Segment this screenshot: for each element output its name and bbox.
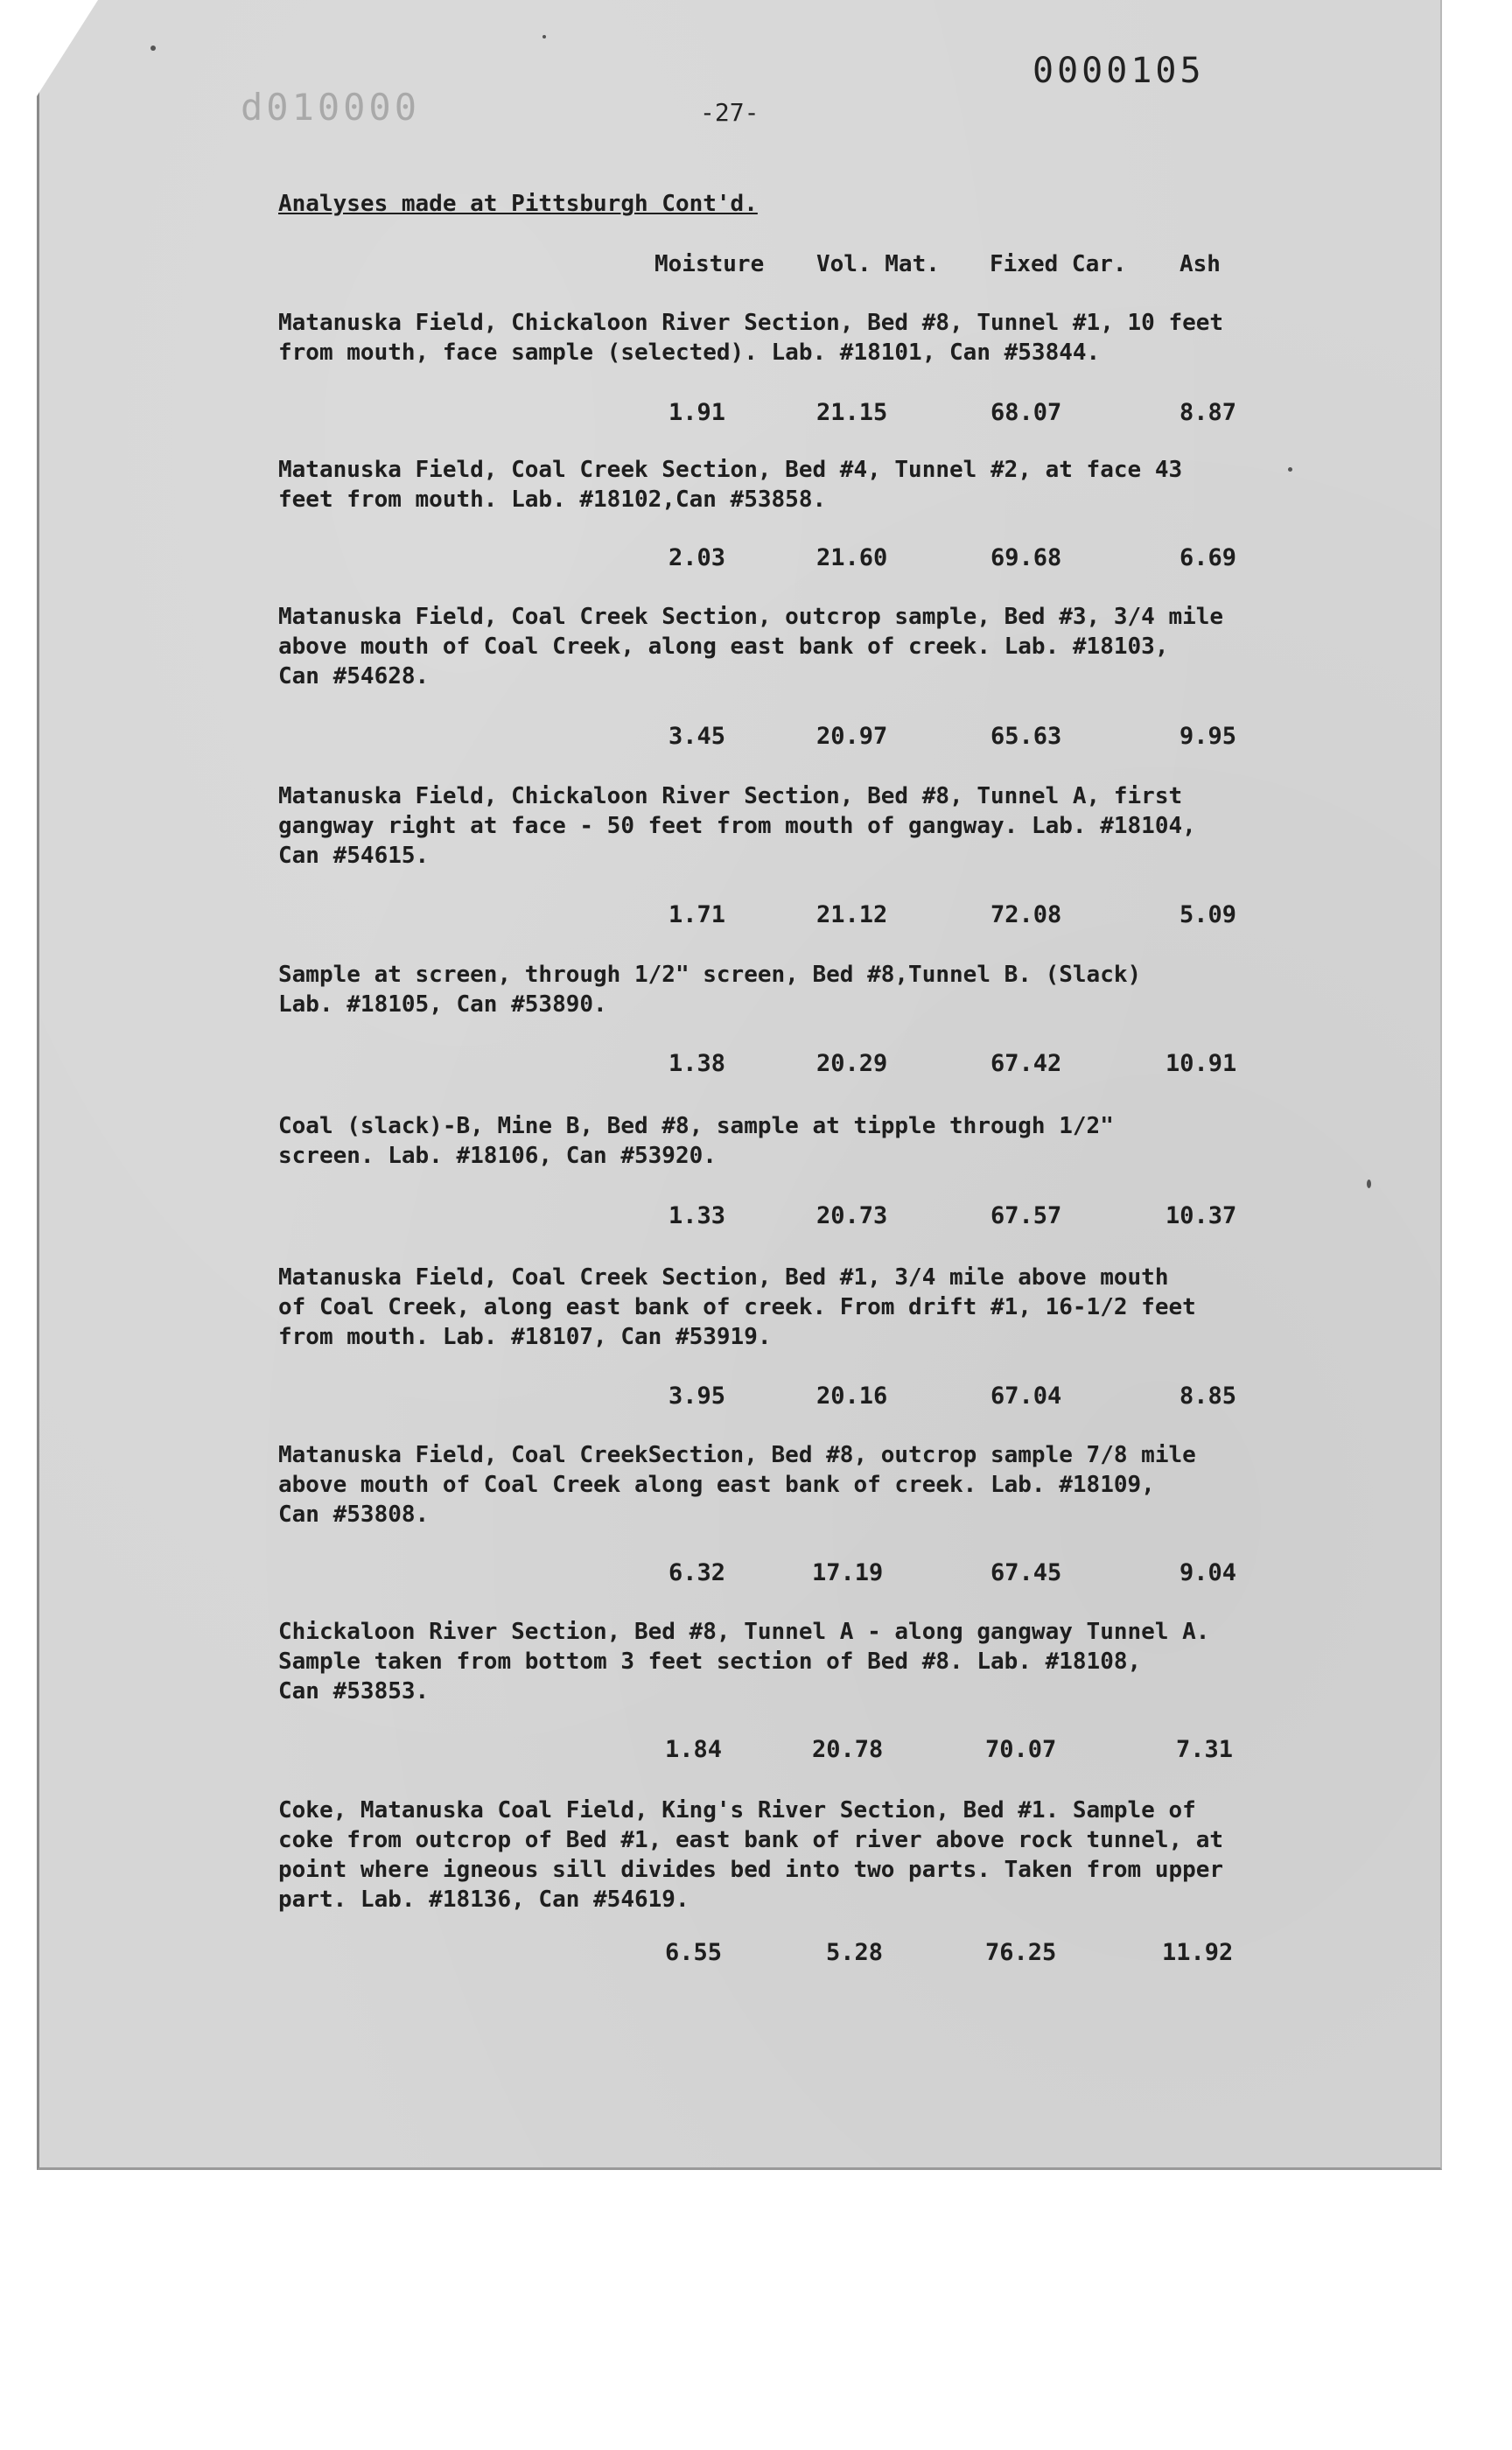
ash-value: 9.04 [1180, 1559, 1237, 1586]
page-number: -27- [700, 98, 760, 127]
sample-description: Matanuska Field, Chickaloon River Section, Bed #8, Tunnel #1, 10 feet from mouth, face sample (selected). Lab. #18101, Can #53844. [278, 310, 1224, 366]
faded-stamp: d010000 [241, 86, 421, 129]
fixed-car-value: 65.63 [990, 723, 1062, 750]
ash-value: 7.31 [1176, 1736, 1234, 1763]
vol-mat-value: 17.19 [812, 1559, 884, 1586]
vol-mat-value: 20.29 [816, 1050, 888, 1077]
vol-mat-value: 20.16 [816, 1382, 888, 1410]
ash-value: 10.37 [1166, 1202, 1237, 1229]
fixed-car-value: 67.04 [990, 1382, 1062, 1410]
moisture-value: 1.84 [665, 1736, 723, 1763]
vol-mat-value: 21.60 [816, 544, 888, 571]
ash-value: 8.87 [1180, 399, 1237, 426]
fixed-car-value: 72.08 [990, 901, 1062, 928]
column-header-vol-mat: Vol. Mat. [816, 251, 940, 277]
vol-mat-value: 21.15 [816, 399, 888, 426]
ash-value: 8.85 [1180, 1382, 1237, 1410]
fixed-car-value: 67.57 [990, 1202, 1062, 1229]
moisture-value: 3.45 [668, 723, 726, 750]
sample-description: Coke, Matanuska Coal Field, King's River Section, Bed #1. Sample of coke from outcrop of Bed #1, east bank of river above rock tunnel, at point where igneous sill divides bed into two parts. Taken from upper part. Lab. #18136, Can #54619. [278, 1797, 1224, 1913]
document-number: 0000105 [1032, 51, 1205, 91]
moisture-value: 3.95 [668, 1382, 726, 1410]
ash-value: 11.92 [1162, 1939, 1234, 1966]
fixed-car-value: 69.68 [990, 544, 1062, 571]
fixed-car-value: 67.42 [990, 1050, 1062, 1077]
vol-mat-value: 20.97 [816, 723, 888, 750]
vol-mat-value: 5.28 [826, 1939, 884, 1966]
moisture-value: 1.38 [668, 1050, 726, 1077]
column-header-ash: Ash [1180, 251, 1221, 277]
moisture-value: 1.33 [668, 1202, 726, 1229]
moisture-value: 1.91 [668, 399, 726, 426]
ash-value: 9.95 [1180, 723, 1237, 750]
column-header-moisture: Moisture [654, 251, 765, 277]
vol-mat-value: 20.78 [812, 1736, 884, 1763]
scan-speck [150, 46, 156, 51]
vol-mat-value: 20.73 [816, 1202, 888, 1229]
sample-description: Matanuska Field, Coal Creek Section, outcrop sample, Bed #3, 3/4 mile above mouth of Coal Creek, along east bank of creek. Lab. #18103, Can #54628. [278, 604, 1224, 690]
fixed-car-value: 68.07 [990, 399, 1062, 426]
column-header-fixed-car: Fixed Car. [990, 251, 1127, 277]
ash-value: 10.91 [1166, 1050, 1237, 1077]
sample-description: Coal (slack)-B, Mine B, Bed #8, sample at tipple through 1/2" screen. Lab. #18106, Can #53920. [278, 1113, 1114, 1169]
sample-description: Matanuska Field, Coal Creek Section, Bed #1, 3/4 mile above mouth of Coal Creek, along east bank of creek. From drift #1, 16-1/2 feet from mouth. Lab. #18107, Can #53919. [278, 1264, 1196, 1350]
sample-description: Sample at screen, through 1/2" screen, Bed #8,Tunnel B. (Slack) Lab. #18105, Can #53890. [278, 962, 1142, 1018]
moisture-value: 2.03 [668, 544, 726, 571]
vol-mat-value: 21.12 [816, 901, 888, 928]
scan-speck [542, 35, 546, 38]
page-heading: Analyses made at Pittsburgh Cont'd. [278, 191, 758, 217]
sample-description: Matanuska Field, Chickaloon River Section, Bed #8, Tunnel A, first gangway right at face - 50 feet from mouth of gangway. Lab. #18104, Can #54615. [278, 783, 1196, 869]
moisture-value: 6.55 [665, 1939, 723, 1966]
scan-speck [1288, 467, 1292, 472]
sample-description: Matanuska Field, Coal Creek Section, Bed #4, Tunnel #2, at face 43 feet from mouth. Lab. #18102,Can #53858. [278, 457, 1183, 513]
moisture-value: 6.32 [668, 1559, 726, 1586]
folded-corner [37, 0, 98, 96]
ash-value: 6.69 [1180, 544, 1237, 571]
ash-value: 5.09 [1180, 901, 1237, 928]
sample-description: Matanuska Field, Coal CreekSection, Bed #8, outcrop sample 7/8 mile above mouth of Coal Creek along east bank of creek. Lab. #18109, Can #53808. [278, 1442, 1196, 1528]
sample-description: Chickaloon River Section, Bed #8, Tunnel A - along gangway Tunnel A. Sample taken from bottom 3 feet section of Bed #8. Lab. #18108, Can #53853. [278, 1619, 1210, 1704]
fixed-car-value: 70.07 [985, 1736, 1057, 1763]
moisture-value: 1.71 [668, 901, 726, 928]
fixed-car-value: 76.25 [985, 1939, 1057, 1966]
fixed-car-value: 67.45 [990, 1559, 1062, 1586]
scan-speck [1367, 1180, 1371, 1188]
